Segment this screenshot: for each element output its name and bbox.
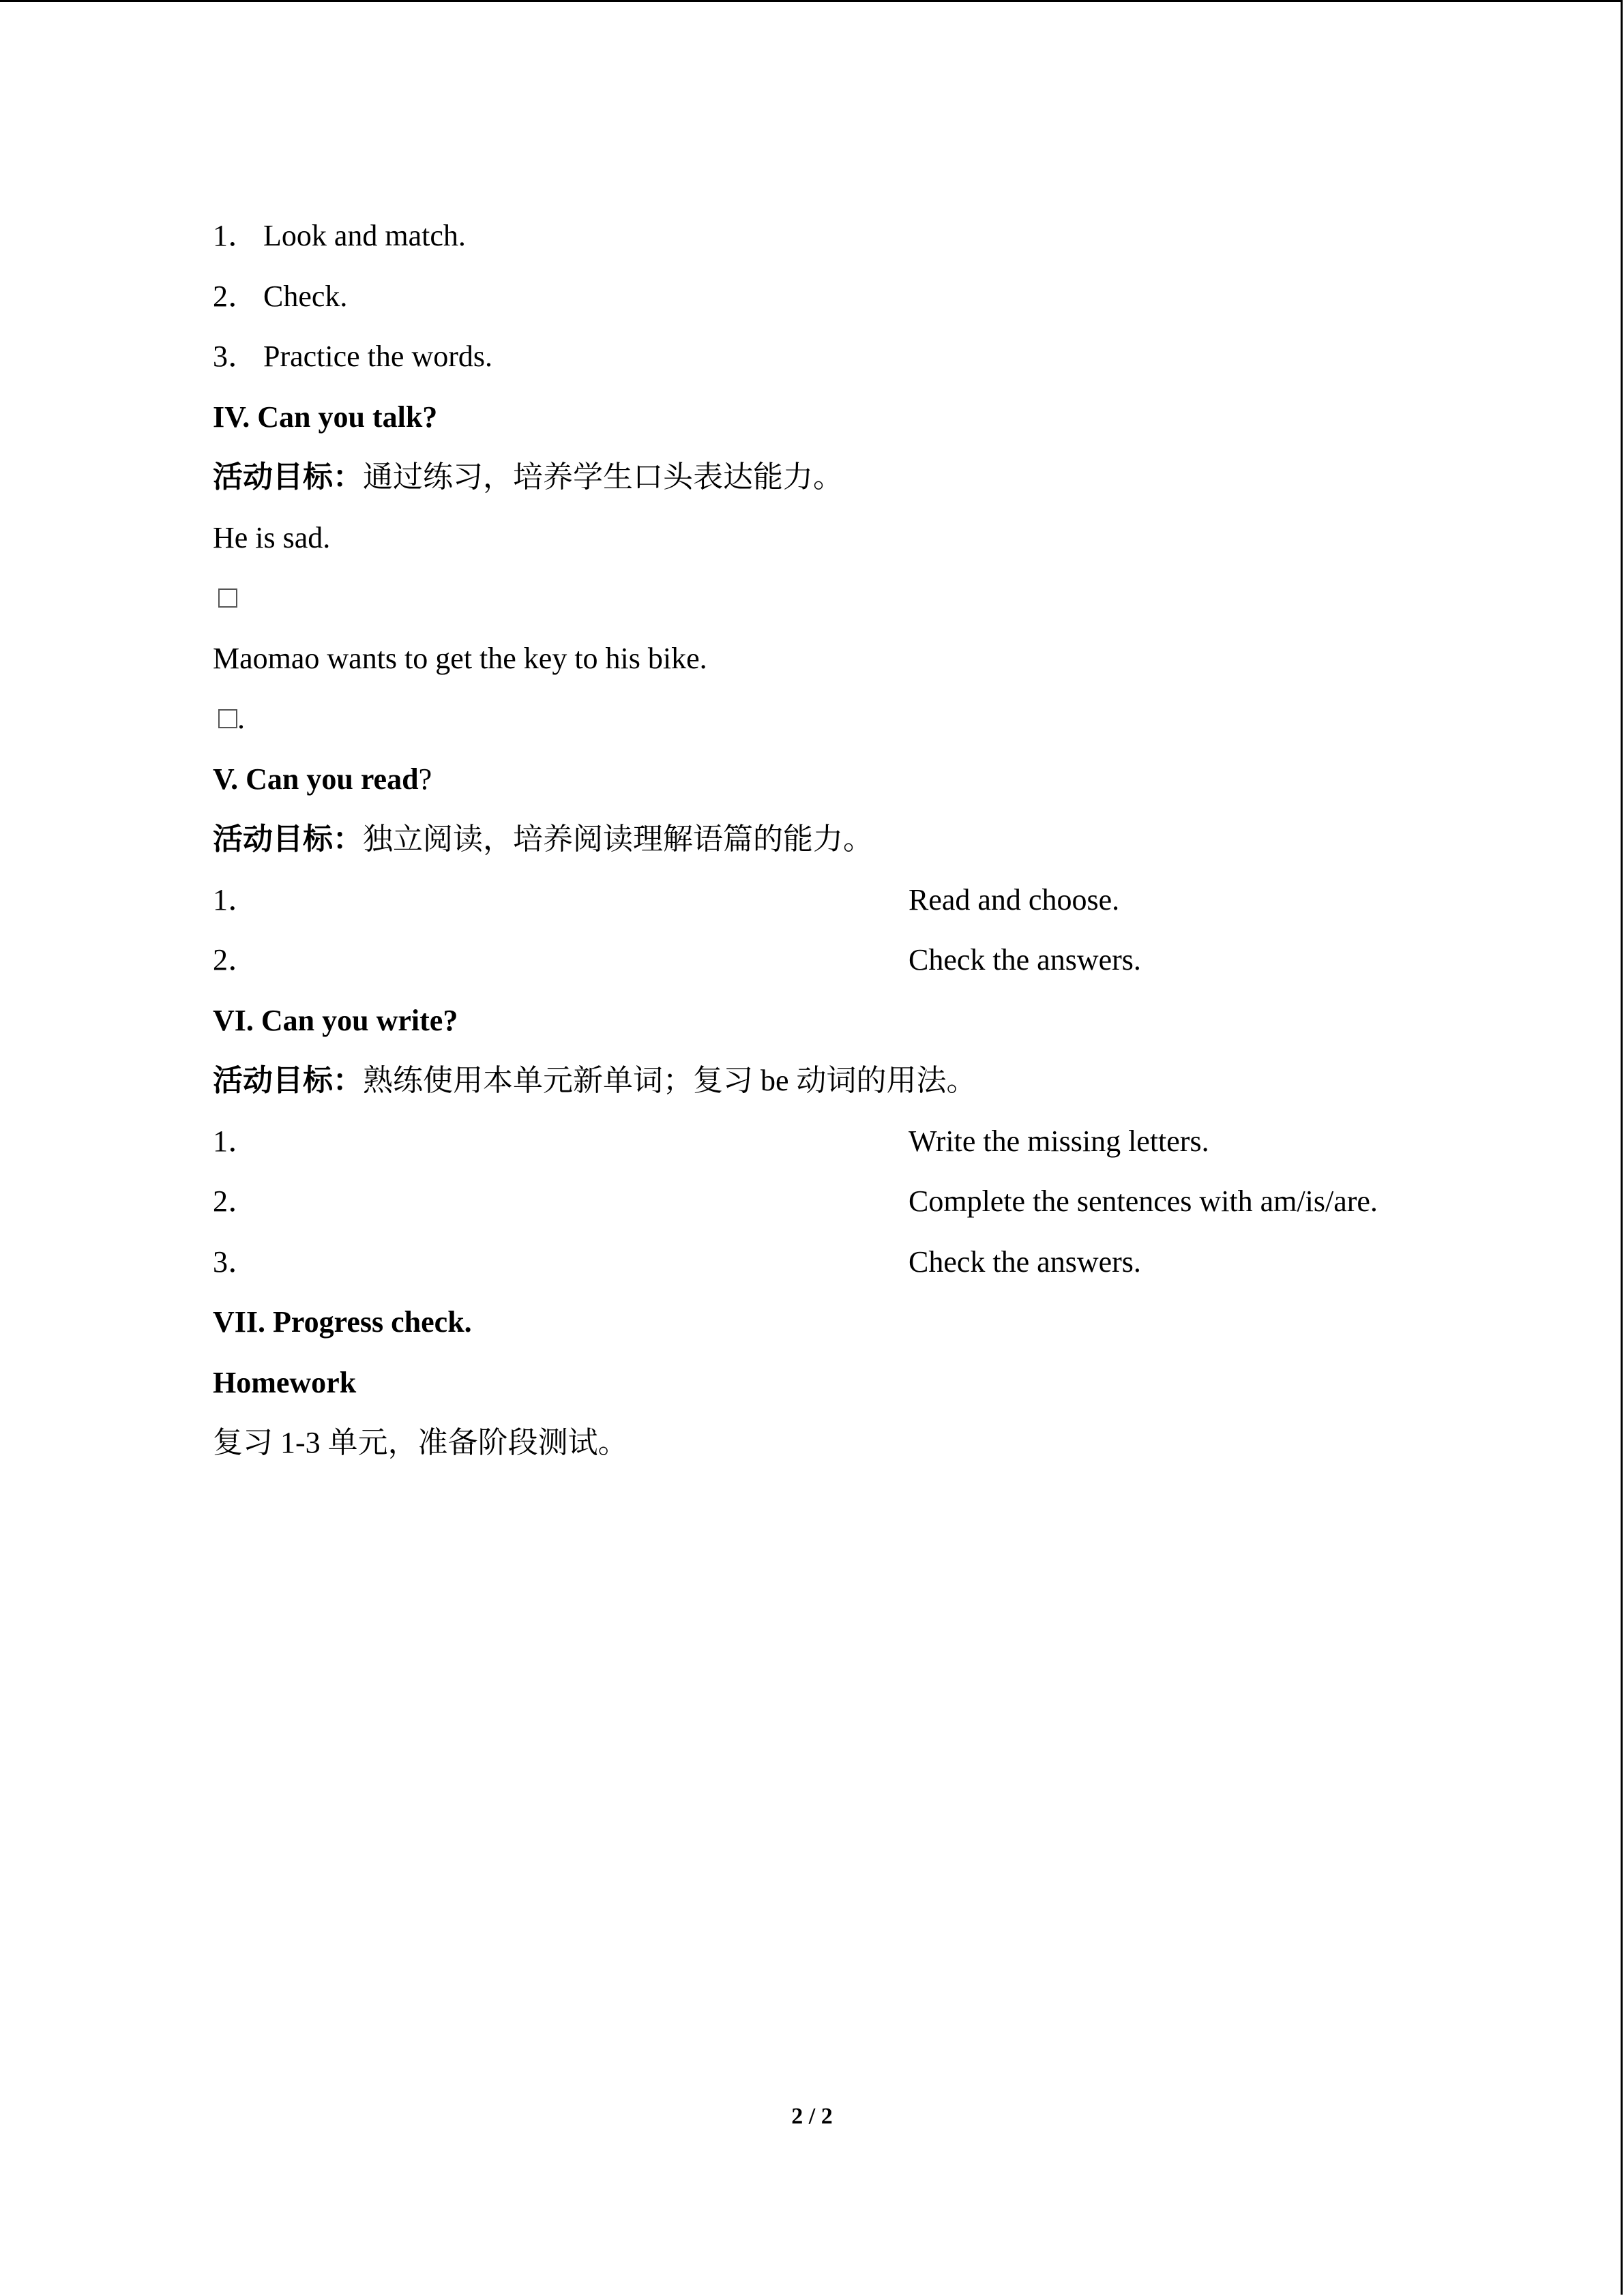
section-heading: VI. Can you write? — [213, 1003, 458, 1037]
list-item — [213, 332, 1509, 393]
item-number: 3． — [213, 1244, 258, 1279]
dialogue-line: He is sad. — [213, 520, 331, 554]
list-item — [213, 876, 1509, 936]
objective-label: 活动目标： — [213, 460, 363, 494]
list-item — [213, 1117, 1509, 1178]
item-number: 1． — [213, 882, 258, 916]
list-item — [213, 211, 1509, 272]
objective-text: 熟练使用本单元新单词；复习 be 动词的用法。 — [363, 1064, 977, 1097]
item-number: 1． — [213, 1124, 258, 1158]
dialogue-line: Maomao wants to get the key to his bike. — [213, 641, 707, 675]
item-number: 2． — [213, 1184, 258, 1218]
item-text: Check the answers. — [909, 943, 1141, 976]
section-heading: VII. Progress check. — [213, 1305, 472, 1339]
objective-text: 独立阅读，培养阅读理解语篇的能力。 — [363, 822, 873, 856]
list-item — [213, 1177, 1509, 1238]
page-number: 2 / 2 — [791, 2104, 833, 2129]
checkbox[interactable] — [218, 709, 237, 728]
section-heading-text: V. Can you read — [213, 762, 419, 796]
objective-label: 活动目标： — [213, 822, 363, 856]
list-item — [213, 936, 1509, 996]
section-heading: IV. Can you talk? — [213, 400, 438, 434]
item-text: Write the missing letters. — [909, 1124, 1209, 1158]
homework-text: 复习 1-3 单元，准备阶段测试。 — [213, 1426, 628, 1459]
activity-objective — [213, 453, 1509, 513]
checkbox[interactable] — [218, 588, 237, 608]
section-heading-suffix: ? — [418, 762, 432, 796]
objective-label: 活动目标： — [213, 1064, 363, 1097]
activity-objective — [213, 1056, 1509, 1117]
checkbox-suffix: . — [237, 702, 245, 735]
item-text: Read and choose. — [909, 882, 1120, 916]
checkbox-row — [213, 573, 1509, 634]
homework-heading: Homework — [213, 1365, 357, 1399]
item-text: Complete the sentences with am/is/are. — [909, 1184, 1378, 1218]
item-number: 2． — [213, 279, 258, 313]
activity-objective — [213, 815, 1509, 876]
item-number: 1． — [213, 219, 258, 252]
checkbox-row — [213, 694, 1509, 755]
document-body — [213, 211, 1509, 1479]
item-number: 2． — [213, 943, 258, 976]
item-text: Look and match. — [263, 219, 466, 252]
list-item — [213, 272, 1509, 333]
item-text: Check the answers. — [909, 1244, 1141, 1279]
objective-text: 通过练习，培养学生口头表达能力。 — [363, 460, 843, 494]
section-heading — [213, 755, 1509, 816]
list-item — [213, 1238, 1509, 1298]
item-number: 3． — [213, 340, 258, 373]
item-text: Practice the words. — [263, 340, 492, 373]
item-text: Check. — [263, 279, 348, 313]
